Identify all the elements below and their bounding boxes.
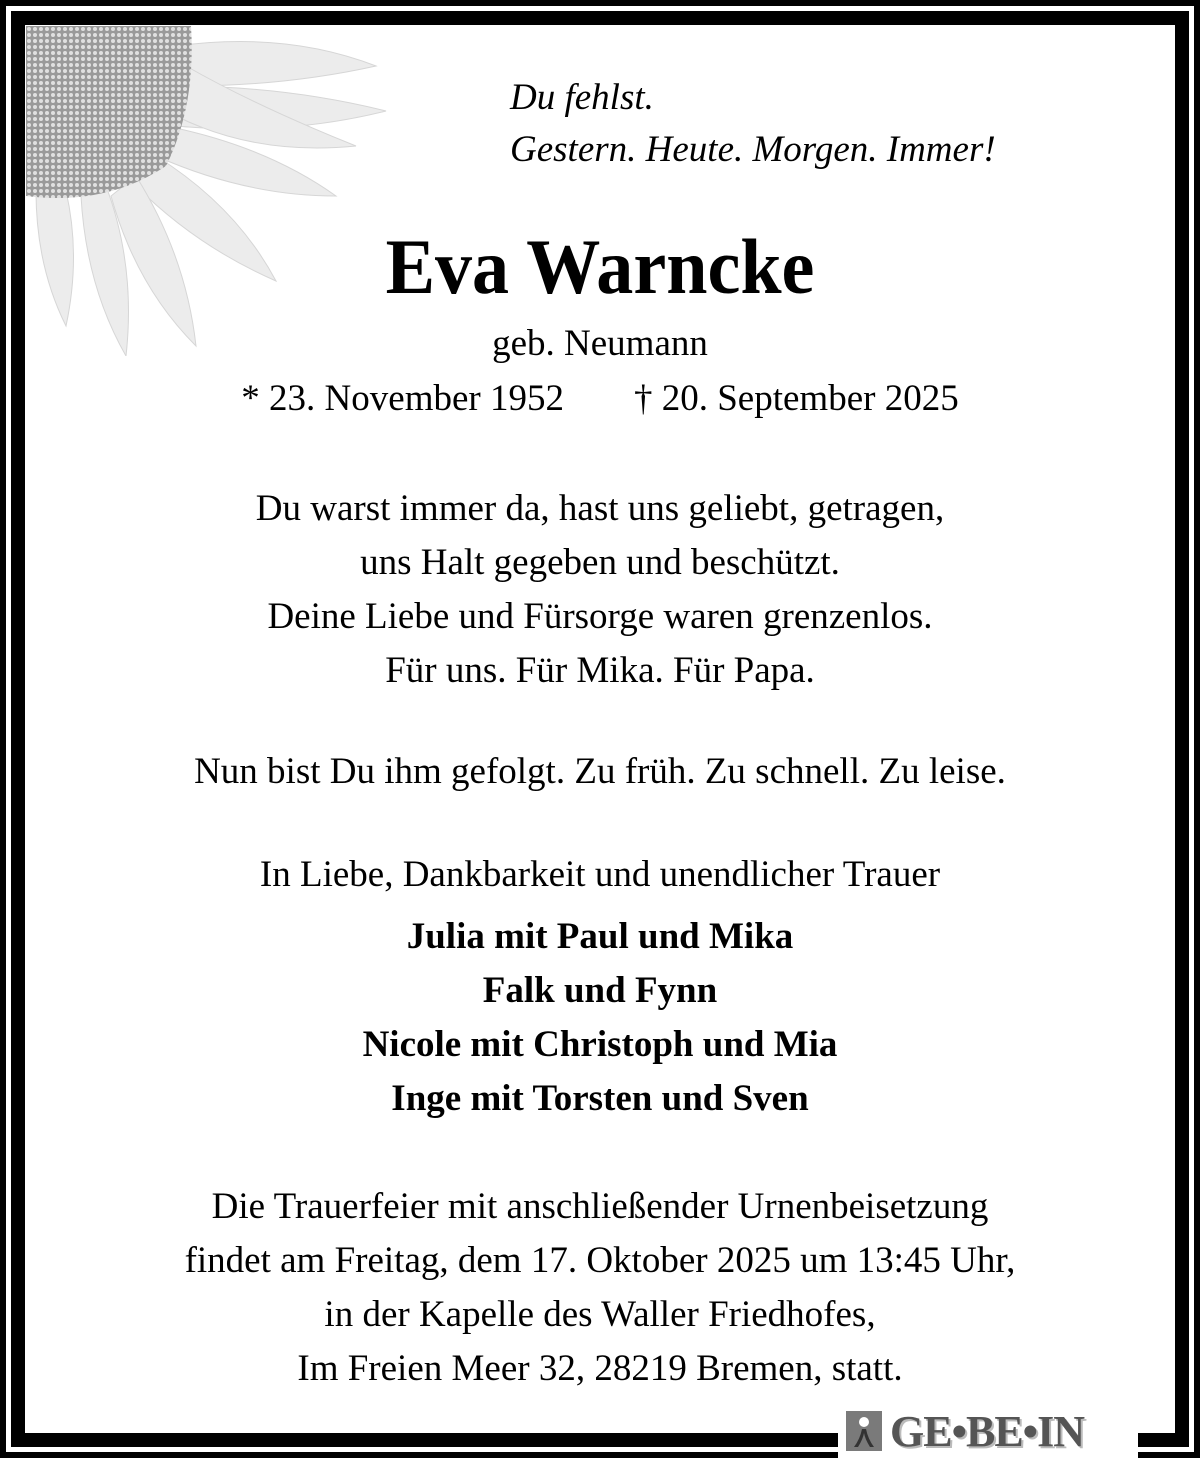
motto-line: Du fehlst. <box>510 77 654 118</box>
funeral-line: Die Trauerfeier mit anschließender Urnenbeisetzung <box>211 1186 989 1227</box>
death-date: † 20. September 2025 <box>633 378 959 419</box>
deceased-name: Eva Warncke <box>385 223 815 310</box>
poem-line: Du warst immer da, hast uns geliebt, getragen, <box>255 488 945 529</box>
motto-line: Gestern. Heute. Morgen. Immer! <box>510 129 996 170</box>
poem-line: Deine Liebe und Fürsorge waren grenzenlos. <box>267 596 933 637</box>
mourner: Inge mit Torsten und Sven <box>391 1078 809 1119</box>
gebein-logo-icon <box>846 1411 882 1451</box>
born-name: geb. Neumann <box>492 323 708 364</box>
birth-date: * 23. November 1952 <box>241 378 564 419</box>
poem-line: Für uns. Für Mika. Für Papa. <box>385 650 815 691</box>
funeral-line: findet am Freitag, dem 17. Oktober 2025 um 13:45 Uhr, <box>184 1240 1016 1281</box>
poem-line: uns Halt gegeben und beschützt. <box>360 542 840 583</box>
logo-text: GE•BE•IN <box>890 1406 1084 1456</box>
life-dates <box>26 374 1174 424</box>
funeral-line: in der Kapelle des Waller Friedhofes, <box>324 1294 876 1335</box>
funeral-line: Im Freien Meer 32, 28219 Bremen, statt. <box>297 1348 903 1389</box>
mourning-intro: In Liebe, Dankbarkeit und unendlicher Trauer <box>259 854 941 895</box>
mourners-list <box>26 910 1174 1126</box>
poem <box>26 482 1174 698</box>
closing-line: Nun bist Du ihm gefolgt. Zu früh. Zu schnell. Zu leise. <box>194 751 1006 792</box>
publisher-logo <box>838 1404 1138 1458</box>
mourner: Nicole mit Christoph und Mia <box>362 1024 838 1065</box>
mourner: Julia mit Paul und Mika <box>406 916 794 957</box>
funeral-info <box>26 1180 1174 1396</box>
mourner: Falk und Fynn <box>482 970 718 1011</box>
motto <box>510 72 996 176</box>
